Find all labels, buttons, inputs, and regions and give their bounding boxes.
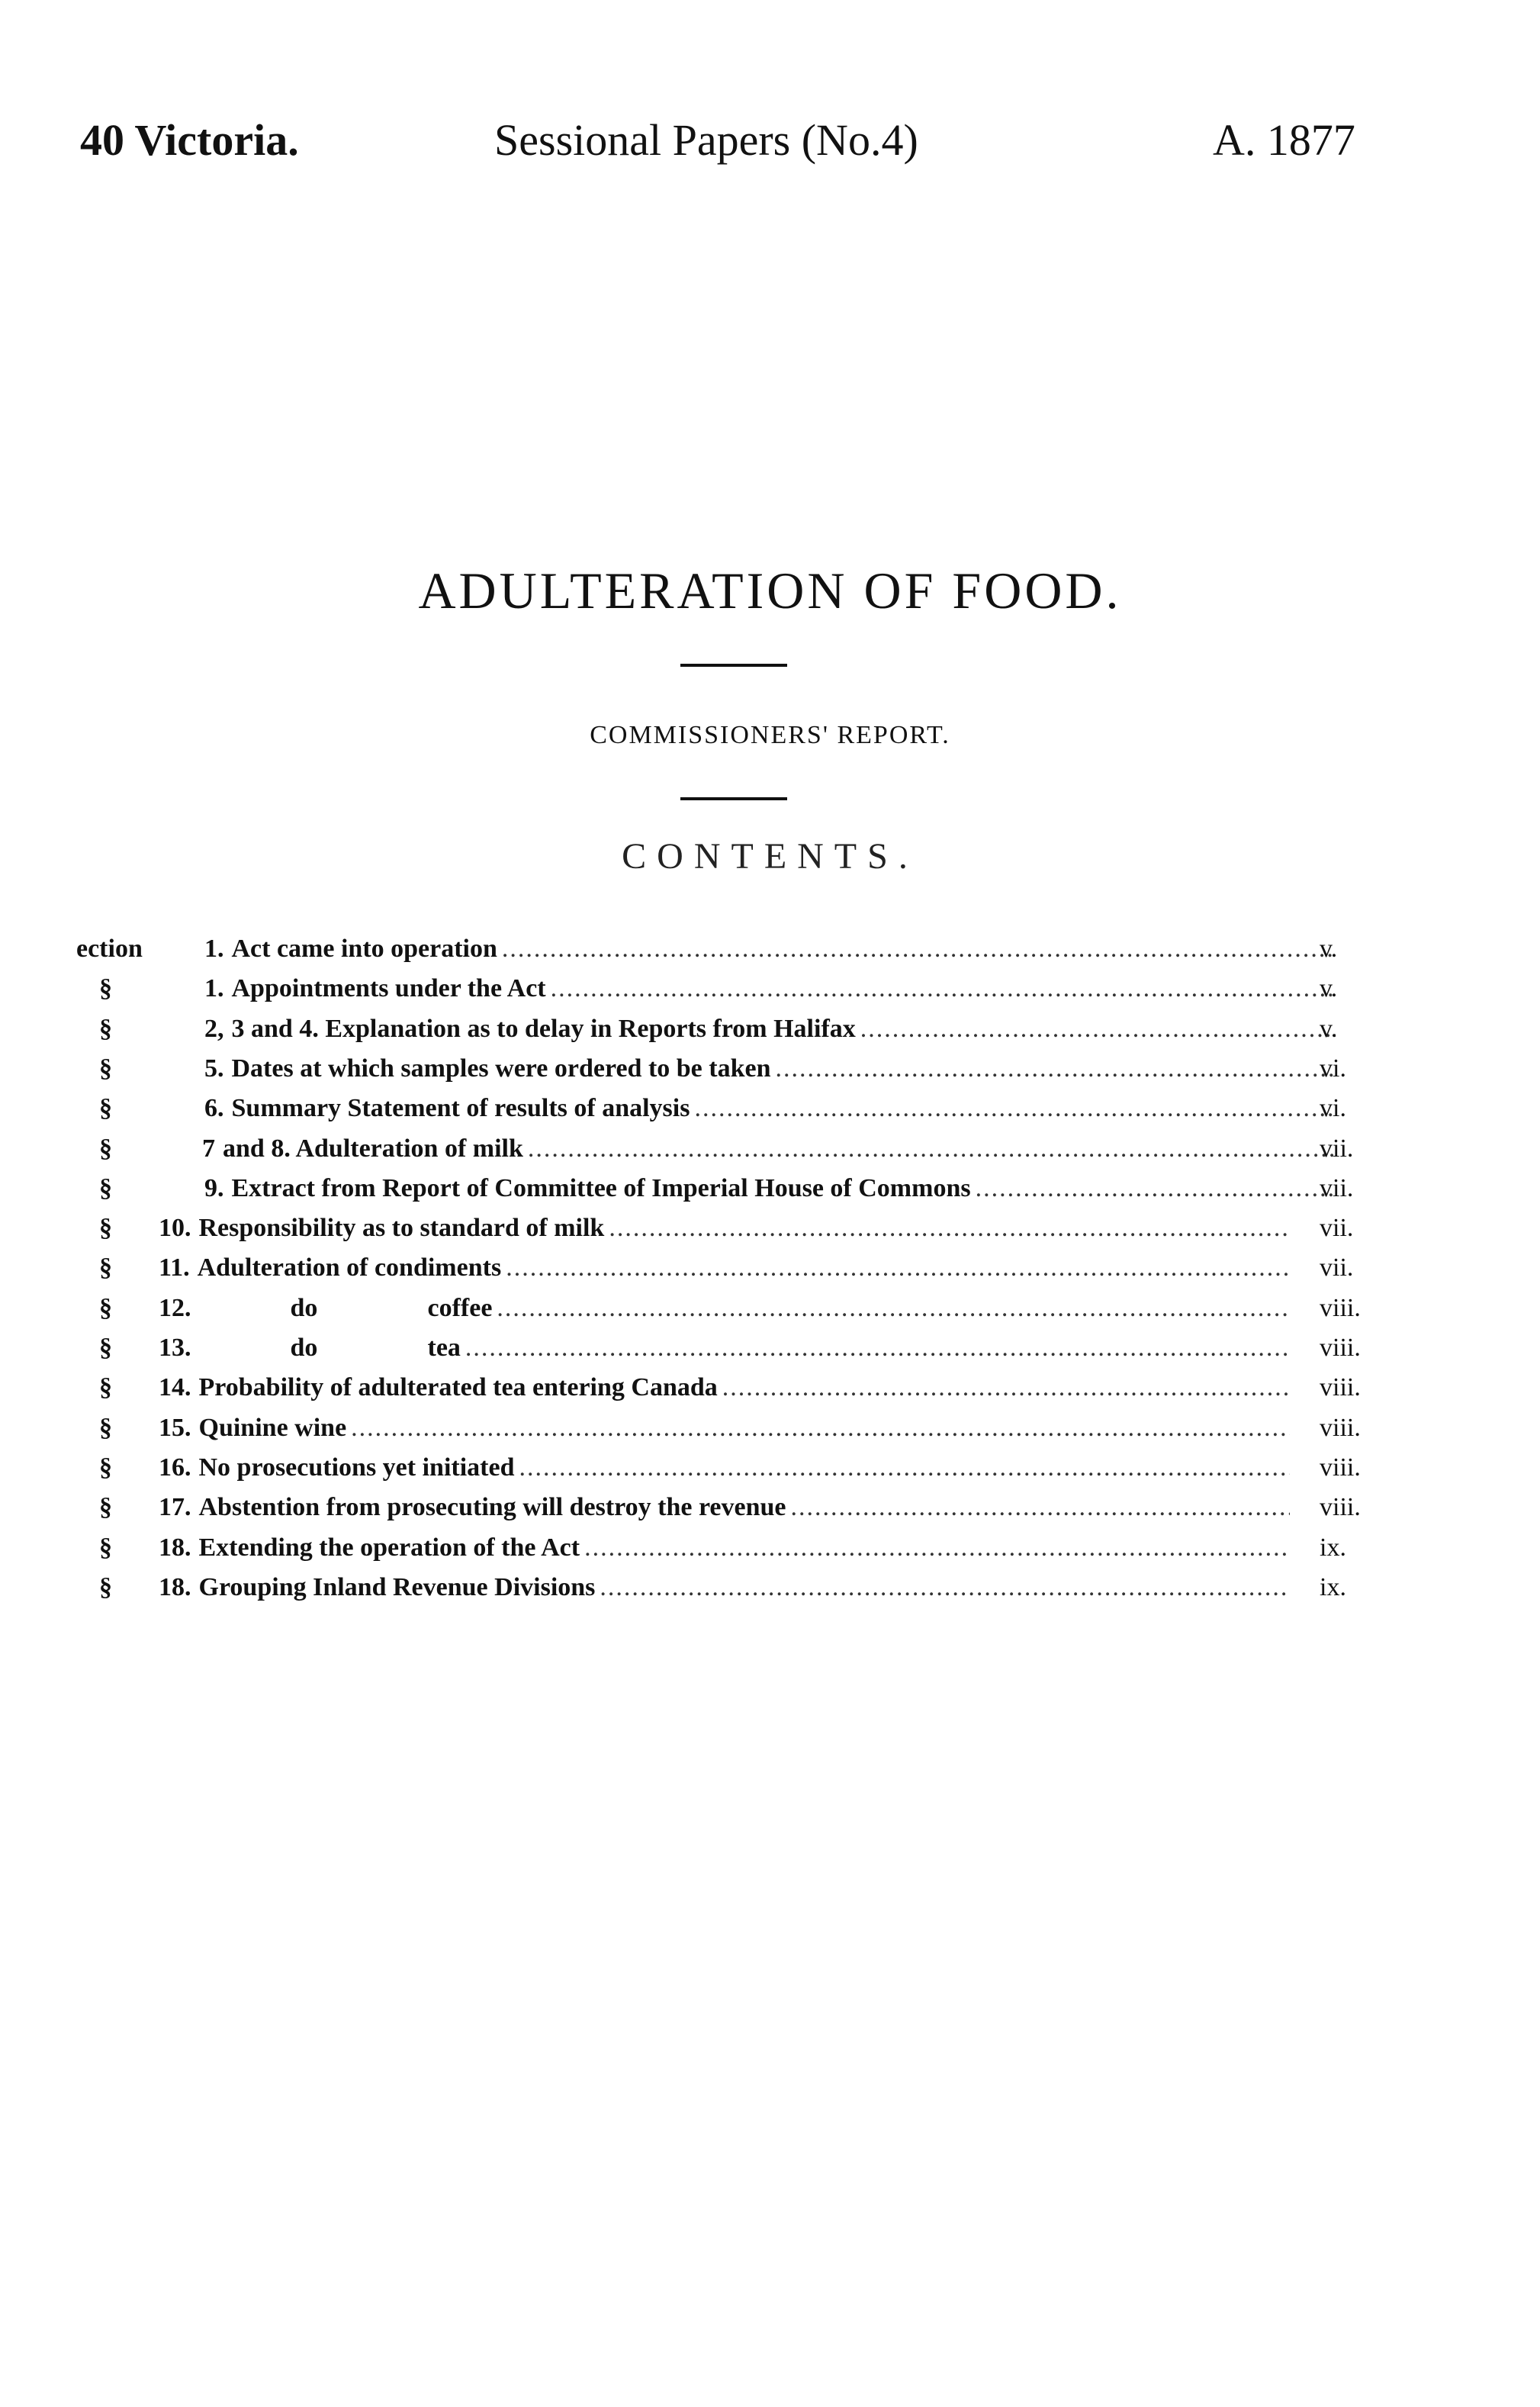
toc-entry	[0, 929, 1540, 969]
section-symbol: §	[99, 1134, 112, 1163]
toc-entry	[0, 1408, 1540, 1448]
running-header	[0, 114, 1540, 183]
section-symbol: §	[99, 1054, 112, 1083]
toc-entry	[0, 1448, 1540, 1488]
page-reference: vii.	[1320, 1173, 1354, 1202]
toc-entry	[0, 1528, 1540, 1568]
dot-leader	[519, 1448, 1290, 1488]
toc-entry-text	[204, 1049, 1345, 1089]
section-symbol: §	[99, 1014, 112, 1043]
dot-leader	[609, 1208, 1290, 1248]
section-number: 7	[202, 1134, 215, 1163]
toc-entry	[0, 1089, 1540, 1128]
subtitle-rule	[680, 797, 787, 800]
section-number: 12.	[159, 1293, 191, 1322]
toc-entry	[0, 969, 1540, 1009]
section-number: 15.	[159, 1413, 191, 1442]
toc-entry-text	[204, 1089, 1345, 1128]
section-symbol: §	[99, 1094, 112, 1123]
dot-leader	[465, 1328, 1290, 1368]
section-number: 14.	[159, 1373, 191, 1402]
toc-entry	[0, 1368, 1540, 1408]
section-number: 16.	[159, 1453, 191, 1482]
toc-entry	[0, 1169, 1540, 1208]
toc-entry	[0, 1009, 1540, 1049]
toc-entry-text	[159, 1448, 1299, 1488]
toc-entry	[0, 1208, 1540, 1248]
page-reference: vii.	[1320, 1214, 1354, 1243]
page-reference: v.	[1320, 1014, 1338, 1043]
section-number: 1.	[204, 974, 224, 1003]
section-number: 1.	[204, 935, 224, 963]
document-title: ADULTERATION OF FOOD.	[418, 562, 1122, 619]
title-rule	[680, 664, 787, 667]
toc-title: Abstention from prosecuting will destroy the revenue	[198, 1493, 786, 1522]
page-reference: viii.	[1320, 1293, 1361, 1322]
page-reference: viii.	[1320, 1413, 1361, 1442]
dot-leader	[694, 1089, 1336, 1128]
toc-entry	[0, 1129, 1540, 1169]
ditto-mark: do	[290, 1334, 318, 1362]
page-reference: ix.	[1320, 1572, 1346, 1601]
toc-title: Dates at which samples were ordered to be taken	[231, 1054, 771, 1083]
header-sessional-papers: Sessional Papers (No.4)	[494, 115, 918, 165]
toc-entry-text	[202, 1129, 1342, 1169]
toc-entry-text	[159, 1248, 1299, 1288]
dot-leader	[976, 1169, 1336, 1208]
section-symbol: §	[99, 1453, 112, 1482]
dot-leader	[506, 1248, 1290, 1288]
toc-entry-text	[159, 1368, 1299, 1408]
toc-title: Appointments under the Act	[231, 974, 546, 1003]
section-number: 18.	[159, 1533, 191, 1562]
toc-title: Summary Statement of results of analysis	[231, 1094, 690, 1123]
section-symbol: §	[99, 1493, 112, 1522]
toc-entry-text	[159, 1568, 1299, 1607]
page-reference: viii.	[1320, 1334, 1361, 1362]
toc-title: Extract from Report of Committee of Imperial House of Commons	[231, 1173, 971, 1202]
dot-leader	[502, 929, 1336, 969]
toc-entry-text	[204, 929, 1345, 969]
section-symbol: §	[99, 1373, 112, 1402]
section-number: 11.	[159, 1253, 190, 1282]
toc-entry-text	[159, 1488, 1299, 1527]
toc-entry-text	[159, 1328, 1299, 1368]
section-number: 17.	[159, 1493, 191, 1522]
section-number: 10.	[159, 1214, 191, 1243]
page-reference: vii.	[1320, 1253, 1354, 1282]
toc-entry	[0, 1488, 1540, 1527]
page-reference: viii.	[1320, 1493, 1361, 1522]
toc-entry-text	[204, 1009, 1345, 1049]
dot-leader	[528, 1129, 1333, 1169]
toc-title: Act came into operation	[231, 935, 497, 963]
page-reference: viii.	[1320, 1373, 1361, 1402]
section-symbol: §	[99, 1214, 112, 1243]
toc-title: coffee	[427, 1293, 493, 1322]
ditto-mark: do	[290, 1293, 318, 1322]
toc-title: 3 and 4. Explanation as to delay in Reports from Halifax	[231, 1014, 856, 1043]
dot-leader	[584, 1528, 1290, 1568]
header-volume: 40 Victoria.	[80, 115, 299, 165]
section-number: 5.	[204, 1054, 224, 1083]
document-subtitle: COMMISSIONERS' REPORT.	[590, 721, 950, 749]
toc-entry-text	[204, 1169, 1345, 1208]
section-number: 2,	[204, 1014, 224, 1043]
section-symbol: §	[99, 1173, 112, 1202]
toc-entry-text	[159, 1208, 1299, 1248]
dot-leader	[351, 1408, 1290, 1448]
section-symbol: §	[99, 1533, 112, 1562]
toc-entry	[0, 1328, 1540, 1368]
toc-entry	[0, 1568, 1540, 1607]
section-number: 6.	[204, 1094, 224, 1123]
page-reference: vi.	[1320, 1094, 1346, 1123]
toc-title: Adulteration of condiments	[197, 1253, 502, 1282]
toc-entry-text	[159, 1528, 1299, 1568]
section-symbol: §	[99, 1334, 112, 1362]
section-symbol: §	[99, 1293, 112, 1322]
toc-entry-text	[159, 1289, 1299, 1328]
dot-leader	[860, 1009, 1336, 1049]
section-number: 13.	[159, 1334, 191, 1362]
section-label: ection	[76, 935, 143, 963]
toc-title: Responsibility as to standard of milk	[198, 1214, 605, 1243]
toc-entry-text	[159, 1408, 1299, 1448]
toc-title: Extending the operation of the Act	[198, 1533, 580, 1562]
section-number: 18.	[159, 1572, 191, 1601]
section-number: 9.	[204, 1173, 224, 1202]
page-reference: viii.	[1320, 1453, 1361, 1482]
toc-title: No prosecutions yet initiated	[198, 1453, 515, 1482]
dot-leader	[497, 1289, 1290, 1328]
page-reference: v.	[1320, 974, 1338, 1003]
section-symbol: §	[99, 1572, 112, 1601]
contents-heading: CONTENTS.	[622, 836, 918, 877]
toc-title: Quinine wine	[198, 1413, 347, 1442]
section-symbol: §	[99, 1253, 112, 1282]
page-reference: vii.	[1320, 1134, 1354, 1163]
dot-leader	[551, 969, 1336, 1009]
toc-title: Grouping Inland Revenue Divisions	[198, 1572, 596, 1601]
dot-leader	[600, 1568, 1290, 1607]
toc-entry	[0, 1049, 1540, 1089]
toc-title: tea	[427, 1334, 461, 1362]
toc-entry-text	[204, 969, 1345, 1009]
toc-title: and 8. Adulteration of milk	[223, 1134, 523, 1163]
toc-entry	[0, 1248, 1540, 1288]
page-reference: ix.	[1320, 1533, 1346, 1562]
header-year: A. 1877	[1213, 115, 1355, 165]
section-symbol: §	[99, 974, 112, 1003]
dot-leader	[791, 1488, 1290, 1527]
toc-title: Probability of adulterated tea entering Canada	[198, 1373, 718, 1402]
dot-leader	[722, 1368, 1290, 1408]
page-reference: vi.	[1320, 1054, 1346, 1083]
dot-leader	[776, 1049, 1336, 1089]
page-reference: v.	[1320, 935, 1338, 963]
toc-entry	[0, 1289, 1540, 1328]
section-symbol: §	[99, 1413, 112, 1442]
